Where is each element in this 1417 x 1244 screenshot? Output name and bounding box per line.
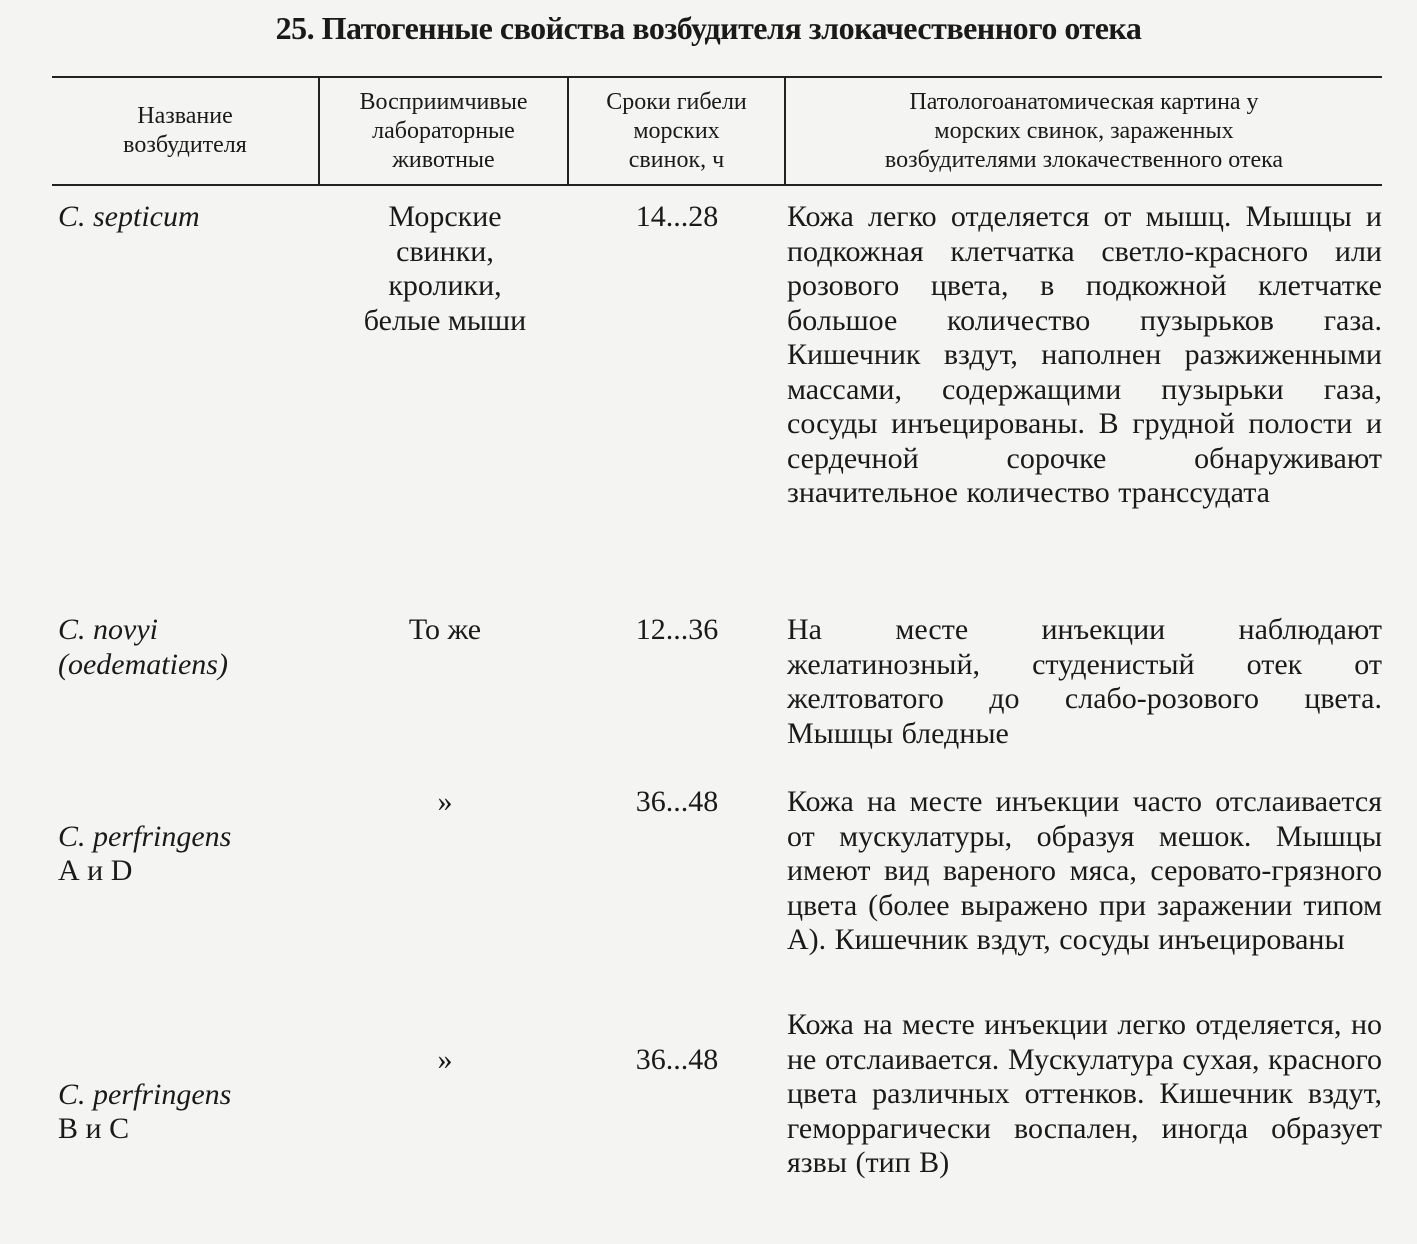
row-1-death-time: 14...28	[635, 200, 719, 233]
row-4-death-time: 36...48	[635, 1043, 719, 1076]
row-4-pathogen	[58, 1043, 318, 1181]
header-susceptible-animals: Восприимчивые лабораторные животные	[359, 88, 528, 173]
row-4-pathogen-name: C. perfringens	[58, 1077, 232, 1111]
row-3-pathogen-name: C. perfringens	[58, 819, 232, 853]
row-1-animals: Морские свинки, кролики, белые мыши	[363, 200, 527, 337]
row-1-pathogen-name: C. septicum	[58, 200, 200, 233]
header-death-time: Сроки гибели морских свинок, ч	[606, 88, 747, 173]
row-3-pathogen	[58, 785, 318, 923]
table-title: 25. Патогенные свойства возбудителя злокачественного отека	[275, 10, 1142, 46]
row-4-animals: »	[437, 1043, 453, 1076]
row-3-animals: »	[437, 785, 453, 818]
row-2-animals: То же	[408, 613, 482, 646]
header-bottom-rule	[52, 184, 1382, 186]
row-2-pathology: На месте инъекции наблюдают желатинозный, студенистый отек от желтоватого до слабо-розового цвета. Мышцы бледные	[787, 613, 1382, 750]
header-pathology: Патологоанатомическая картина у морских свинок, зараженных возбудителями злокачественного отека	[884, 88, 1284, 173]
header-pathogen-name: Название возбудителя	[123, 103, 247, 158]
row-4-pathogen-strain: В и С	[58, 1112, 130, 1145]
row-3-death-time: 36...48	[635, 785, 719, 818]
row-1-pathology: Кожа легко отделяется от мышц. Мышцы и подкожная клетчатка светло-красного или розового цвета, в подкожной клетчатке большое количество пузырьков газа. Кишечник вздут, наполнен разжиженными массами, содержащими пузырьки газа, сосуды инъецированы. В грудной полости и сердечной сорочке обнаруживают значительное количество транссудата	[787, 200, 1382, 509]
row-2-death-time: 12...36	[635, 613, 719, 646]
row-2-pathogen-name: C. novyi (oedematiens)	[58, 613, 228, 681]
row-4-pathology: Кожа на месте инъекции легко отделяется, но не отслаивается. Мускулатура сухая, красного цвета различных оттенков. Кишечник вздут, геморрагически воспален, иногда образует язвы (тип В)	[787, 1008, 1382, 1179]
row-3-pathogen-strain: А и D	[58, 854, 133, 887]
row-3-pathology: Кожа на месте инъекции часто отслаивается от мускулатуры, образуя мешок. Мышцы имеют вид вареного мяса, серовато-грязного цвета (более выражено при заражении типом А). Кишечник вздут, сосуды инъецированы	[787, 785, 1382, 956]
